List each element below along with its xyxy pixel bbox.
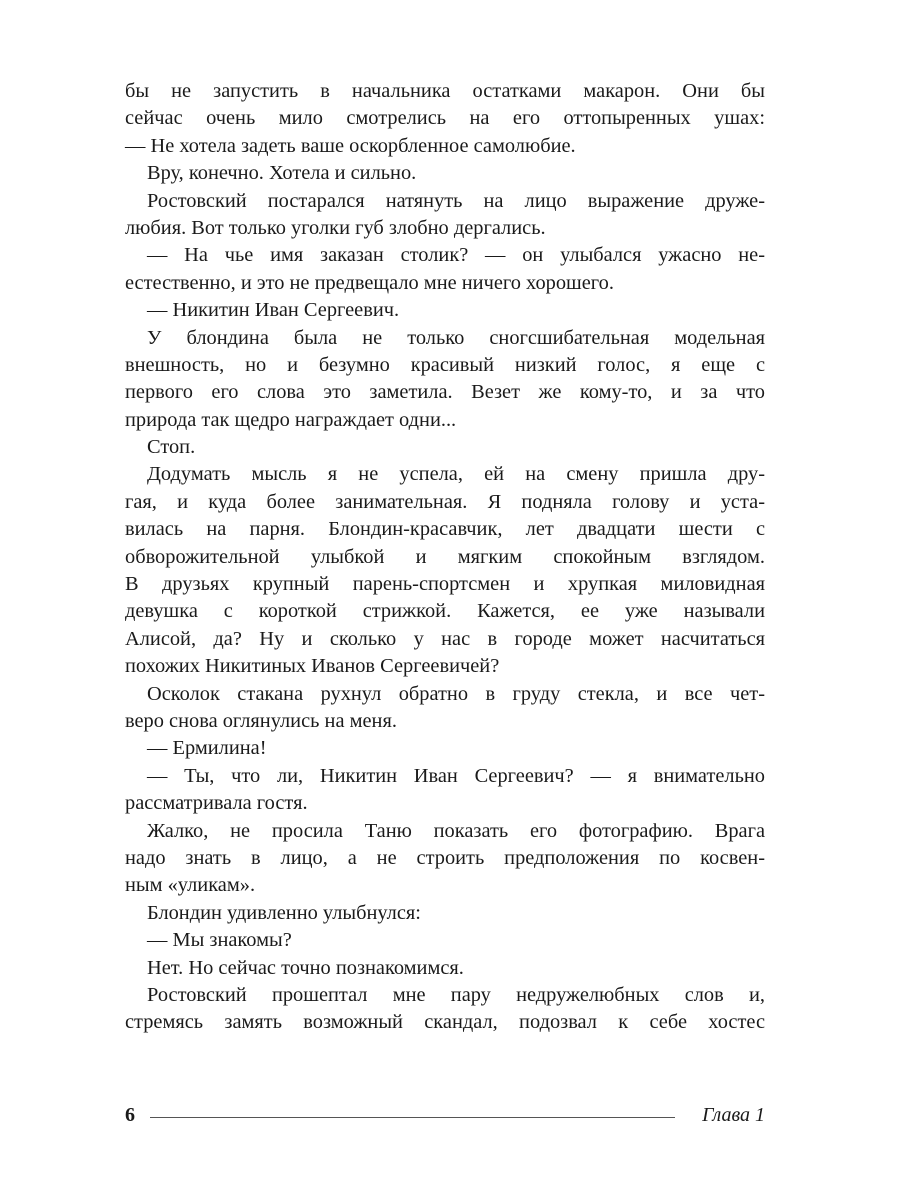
footer-rule xyxy=(150,1117,675,1118)
text-line: Додумать мысль я не успела, ей на смену пришла дру- xyxy=(147,463,765,486)
text-line: веро снова оглянулись на меня. xyxy=(125,709,397,732)
body-text xyxy=(125,78,765,1037)
text-line: Нет. Но сейчас точно познакомимся. xyxy=(147,956,464,979)
text-line: естественно, и это не предвещало мне ничего хорошего. xyxy=(125,271,614,294)
text-line: Блондин удивленно улыбнулся: xyxy=(147,901,421,924)
text-line: Осколок стакана рухнул обратно в груду стекла, и все чет- xyxy=(147,682,765,705)
text-line: природа так щедро награждает одни... xyxy=(125,408,457,431)
running-chapter-title: Глава 1 xyxy=(702,1104,765,1126)
text-line: — Мы знакомы? xyxy=(147,929,292,952)
page-number: 6 xyxy=(125,1104,135,1126)
text-line: — Ты, что ли, Никитин Иван Сергеевич? — я внимательно xyxy=(147,764,765,787)
text-line: девушка с короткой стрижкой. Кажется, ее уже называли xyxy=(125,600,765,623)
text-line: Ростовский прошептал мне пару недружелюбных слов и, xyxy=(147,983,765,1006)
text-line: ным «уликам». xyxy=(125,874,256,897)
text-line: сейчас очень мило смотрелись на его оттопыренных ушах: xyxy=(125,107,765,130)
text-line: Жалко, не просила Таню показать его фотографию. Врага xyxy=(147,819,765,842)
text-line: первого его слова это заметила. Везет же кому-то, и за что xyxy=(125,381,765,404)
text-line: внешность, но и безумно красивый низкий голос, я еще с xyxy=(125,353,765,376)
text-line: — Никитин Иван Сергеевич. xyxy=(147,299,400,322)
text-line: вилась на парня. Блондин-красавчик, лет двадцати шести с xyxy=(125,518,765,541)
text-line: любия. Вот только уголки губ злобно дергались. xyxy=(125,216,546,239)
text-line: Вру, конечно. Хотела и сильно. xyxy=(147,162,417,185)
text-line: гая, и куда более занимательная. Я подняла голову и уста- xyxy=(125,490,765,513)
text-line: У блондина была не только сногсшибательная модельная xyxy=(147,326,765,349)
text-line: обворожительной улыбкой и мягким спокойным взглядом. xyxy=(125,545,765,568)
text-line: — Не хотела задеть ваше оскорбленное самолюбие. xyxy=(125,134,576,157)
text-line: В друзьях крупный парень-спортсмен и хрупкая миловидная xyxy=(125,573,765,596)
text-line: Алисой, да? Ну и сколько у нас в городе может насчитаться xyxy=(125,627,765,650)
text-line: Стоп. xyxy=(147,436,196,459)
text-line: — Ермилина! xyxy=(147,737,267,760)
text-line: Ростовский постарался натянуть на лицо выражение друже- xyxy=(147,189,765,212)
text-line: стремясь замять возможный скандал, подозвал к себе хостес xyxy=(125,1011,765,1034)
page-footer xyxy=(125,1100,765,1130)
text-line: бы не запустить в начальника остатками макарон. Они бы xyxy=(125,80,765,102)
text-line: — На чье имя заказан столик? — он улыбался ужасно не- xyxy=(147,244,765,267)
text-line: рассматривала гостя. xyxy=(125,792,308,815)
text-line: надо знать в лицо, а не строить предположения по косвен- xyxy=(125,846,765,869)
text-line: похожих Никитиных Иванов Сергеевичей? xyxy=(125,655,500,678)
